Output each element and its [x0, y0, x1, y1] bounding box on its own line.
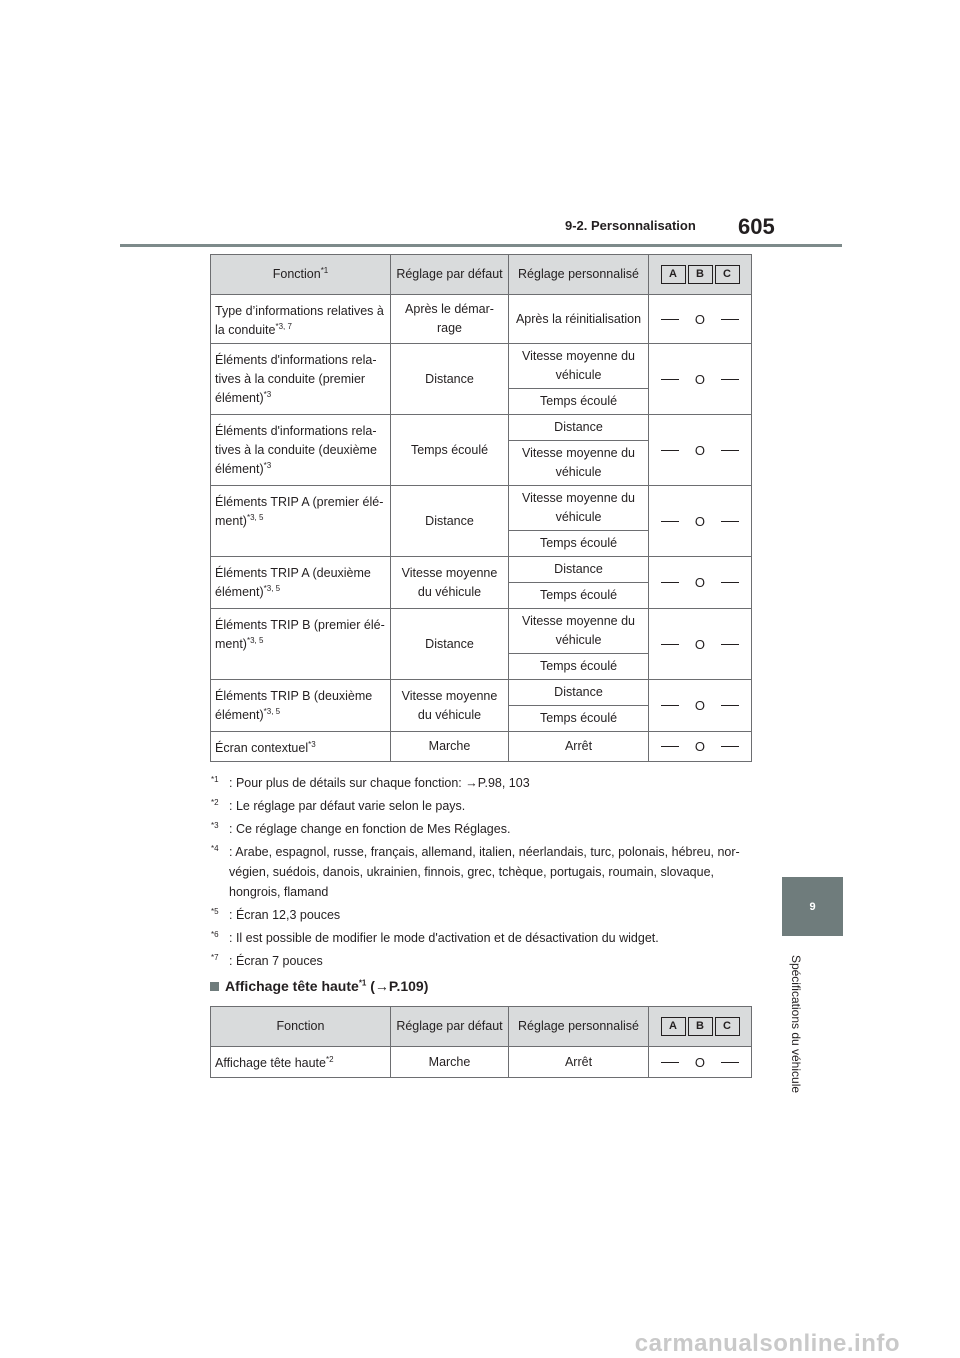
row-custom: Vitesse moyenne du véhicule	[509, 609, 649, 654]
page-reference-link[interactable]: (→P.109)	[366, 978, 429, 994]
row-default: Marche	[391, 1047, 509, 1078]
row-function: Éléments TRIP B (premier élé-ment)$^{*3, 5}$	[211, 609, 391, 680]
row-abc: O	[649, 295, 752, 344]
row-function: Éléments d'informations rela-tives à la conduite (deuxième élément)$^{*3}$	[211, 415, 391, 486]
header-fonction: Fonction$^{*1}$	[211, 255, 391, 295]
row-custom: Distance	[509, 557, 649, 583]
header-rule	[120, 244, 842, 247]
header-custom: Réglage personnalisé	[509, 255, 649, 295]
row-abc: O	[649, 557, 752, 609]
footnote: $^{*3}$ : Ce réglage change en fonction de Mes Réglages.	[211, 820, 511, 836]
row-custom: Temps écoulé	[509, 583, 649, 609]
row-custom: Distance	[509, 415, 649, 441]
row-function: Écran contextuel$^{*3}$	[211, 732, 391, 762]
row-default: Distance	[391, 344, 509, 415]
badge-c: C	[715, 265, 740, 284]
row-abc: O	[649, 344, 752, 415]
customization-table-display	[210, 254, 752, 762]
row-custom: Vitesse moyenne du véhicule	[509, 441, 649, 486]
row-abc: O	[649, 732, 752, 762]
row-function: Éléments TRIP A (deuxième élément)$^{*3, 5}$	[211, 557, 391, 609]
footnotes	[211, 773, 751, 974]
footer-watermark: carmanualsonline.info	[634, 1330, 900, 1357]
footnote: $^{*4}$ : Arabe, espagnol, russe, français, allemand, italien, néerlandais, turc, polonais, hébreu, nor-végien, suédois, danois, ukrainien, finnois, grec, tchèque, portugais, roumain, slovaque, hongrois, flamand	[211, 843, 740, 899]
header-default: Réglage par défaut	[391, 255, 509, 295]
row-abc: O	[649, 1047, 752, 1078]
row-function: Type d’informations relatives à la conduite$^{*3, 7}$	[211, 295, 391, 344]
customization-table-hud	[210, 1006, 752, 1078]
badge-b: B	[688, 1017, 713, 1036]
header-custom: Réglage personnalisé	[509, 1007, 649, 1047]
square-bullet-icon	[210, 982, 219, 991]
section-title: 9-2. Personnalisation	[565, 218, 696, 233]
row-abc: O	[649, 609, 752, 680]
badge-a: A	[661, 265, 686, 284]
row-function: Éléments TRIP A (premier élé-ment)$^{*3, 5}$	[211, 486, 391, 557]
footnote: $^{*6}$ : Il est possible de modifier le mode d'activation et de désactivation du widget.	[211, 929, 659, 945]
chapter-tab[interactable]: 9	[782, 877, 843, 936]
row-custom: Après la réinitialisation	[509, 295, 649, 344]
header-default: Réglage par défaut	[391, 1007, 509, 1047]
chapter-label: Spécifications du véhicule	[789, 954, 803, 1094]
row-function: Éléments d'informations rela-tives à la conduite (premier élément)$^{*3}$	[211, 344, 391, 415]
badge-a: A	[661, 1017, 686, 1036]
row-default: Marche	[391, 732, 509, 762]
page-number: 605	[738, 214, 775, 239]
row-custom: Temps écoulé	[509, 654, 649, 680]
row-custom: Temps écoulé	[509, 531, 649, 557]
row-custom: Vitesse moyenne du véhicule	[509, 486, 649, 531]
row-abc: O	[649, 680, 752, 732]
row-default: Après le démar-rage	[391, 295, 509, 344]
row-custom: Vitesse moyenne du véhicule	[509, 344, 649, 389]
badge-b: B	[688, 265, 713, 284]
row-custom: Distance	[509, 680, 649, 706]
row-custom: Temps écoulé	[509, 706, 649, 732]
row-function: Éléments TRIP B (deuxième élément)$^{*3, 5}$	[211, 680, 391, 732]
row-default: Distance	[391, 486, 509, 557]
row-default: Distance	[391, 609, 509, 680]
row-custom: Arrêt	[509, 1047, 649, 1078]
row-abc: O	[649, 486, 752, 557]
row-custom: Temps écoulé	[509, 389, 649, 415]
footnote: $^{*2}$ : Le réglage par défaut varie selon le pays.	[211, 797, 466, 813]
row-function: Affichage tête haute$^{*2}$	[211, 1047, 391, 1078]
subheading-hud: Affichage tête haute$^{*1}$ (→P.109)	[210, 978, 428, 994]
row-default: Vitesse moyenne du véhicule	[391, 680, 509, 732]
row-custom: Arrêt	[509, 732, 649, 762]
footnote: $^{*5}$ : Écran 12,3 pouces	[211, 906, 341, 922]
row-default: Temps écoulé	[391, 415, 509, 486]
header-fonction: Fonction	[211, 1007, 391, 1047]
header-abc	[649, 255, 752, 295]
header-abc	[649, 1007, 752, 1047]
row-abc: O	[649, 415, 752, 486]
footnote: $^{*7}$ : Écran 7 pouces	[211, 952, 323, 968]
footnote: $^{*1}$ : Pour plus de détails sur chaque fonction: →P.98, 103	[211, 774, 530, 790]
row-default: Vitesse moyenne du véhicule	[391, 557, 509, 609]
badge-c: C	[715, 1017, 740, 1036]
